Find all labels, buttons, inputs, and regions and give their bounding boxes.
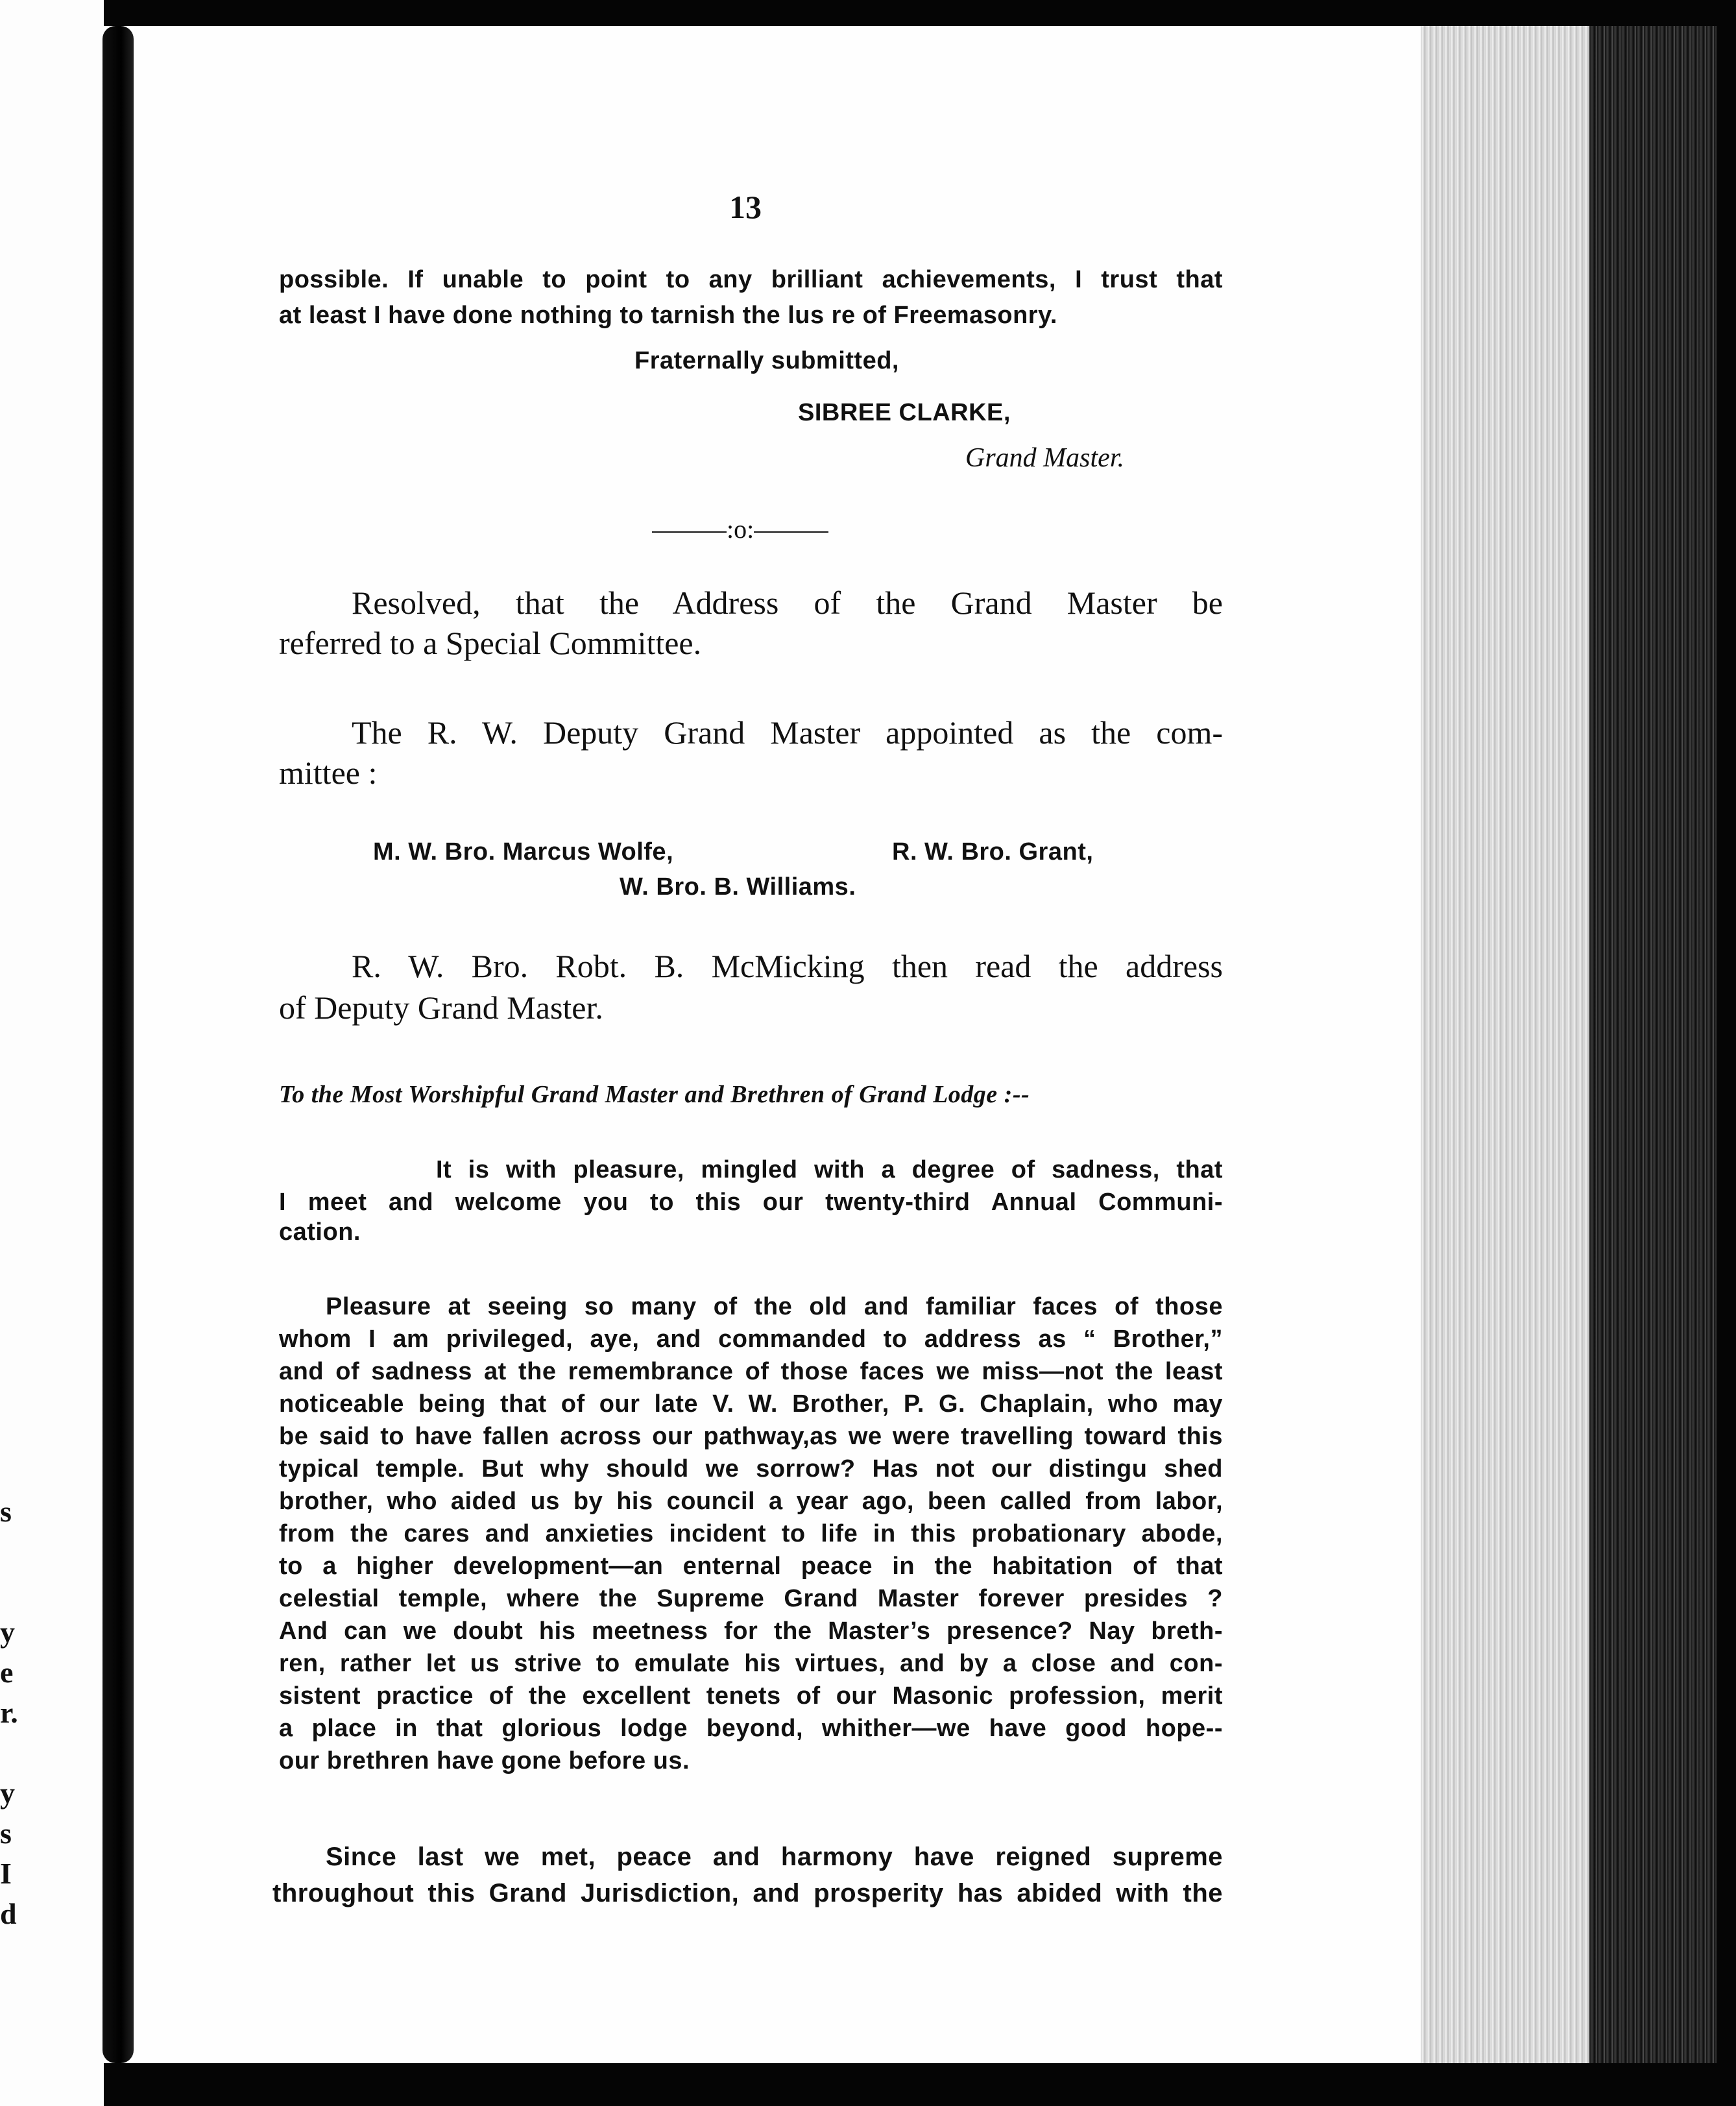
paragraph-2-line: sistent practice of the excellent tenets of our Masonic profession, merit: [279, 1682, 1223, 1710]
committee-member: R. W. Bro. Grant,: [892, 838, 1094, 865]
fragment: y: [0, 1776, 15, 1809]
fragment: d: [0, 1897, 17, 1930]
paragraph-2-line: our brethren have gone before us.: [279, 1747, 690, 1774]
paragraph-3-line: Since last we met, peace and harmony have reigned supreme: [326, 1843, 1223, 1871]
scan-bottom-border: [0, 2063, 1736, 2106]
page-stack-edge: [1421, 26, 1589, 2063]
closing-line: possible. If unable to point to any brilliant achievements, I trust that: [279, 266, 1223, 293]
paragraph-2-line: brother, who aided us by his council a year ago, been called from labor,: [279, 1488, 1223, 1515]
address-heading: To the Most Worshipful Grand Master and Brethren of Grand Lodge :--: [279, 1081, 1030, 1108]
paragraph-2-line: from the cares and anxieties incident to life in this probationary abode,: [279, 1520, 1223, 1547]
separator-rule: [754, 531, 828, 533]
paragraph-2-line: typical temple. But why should we sorrow? Has not our distingu shed: [279, 1455, 1223, 1483]
fragment: s: [0, 1495, 12, 1528]
separator-mark: :o:: [727, 514, 754, 544]
signoff-name: SIBREE CLARKE,: [798, 399, 1011, 426]
resolution-line: referred to a Special Committee.: [279, 625, 702, 661]
paragraph-2-line: noticeable being that of our late V. W. Brother, P. G. Chaplain, who may: [279, 1390, 1223, 1418]
fragment: [0, 1734, 26, 1774]
paragraph-1-line: I meet and welcome you to this our twenty-third Annual Communi-: [279, 1189, 1223, 1216]
read-address-line: of Deputy Grand Master.: [279, 989, 603, 1026]
paragraph-2-line: to a higher development—an enternal peace in the habitation of that: [279, 1553, 1223, 1580]
paragraph-2-line: and of sadness at the remembrance of those faces we miss—not the least: [279, 1358, 1223, 1385]
committee-intro-line: The R. W. Deputy Grand Master appointed as the com-: [352, 714, 1223, 751]
cover-edge: [1589, 26, 1717, 2063]
fragment: s: [0, 1817, 12, 1850]
paragraph-2-line: Pleasure at seeing so many of the old and familiar faces of those: [326, 1293, 1223, 1320]
scan-right-border: [1717, 0, 1736, 2106]
signoff-title: Grand Master.: [965, 443, 1125, 473]
fragment: y: [0, 1616, 15, 1649]
committee-member: W. Bro. B. Williams.: [620, 873, 856, 901]
paragraph-1-line: It is with pleasure, mingled with a degree of sadness, that: [436, 1156, 1223, 1183]
fragment: I: [0, 1857, 12, 1890]
committee-member: M. W. Bro. Marcus Wolfe,: [373, 838, 674, 865]
paragraph-2-line: And can we doubt his meetness for the Master’s presence? Nay breth-: [279, 1617, 1223, 1645]
paragraph-2-line: whom I am privileged, aye, and commanded to address as “ Brother,”: [279, 1325, 1223, 1353]
paragraph-2-line: celestial temple, where the Supreme Grand Master forever presides ?: [279, 1585, 1223, 1612]
signoff-salutation: Fraternally submitted,: [634, 347, 899, 374]
fragment: [0, 1573, 26, 1613]
separator-rule: [652, 531, 727, 533]
resolution-line: Resolved, that the Address of the Grand Master be: [352, 585, 1223, 621]
book-gutter: [102, 26, 134, 2063]
paragraph-2-line: ren, rather let us strive to emulate his virtues, and by a close and con-: [279, 1650, 1223, 1677]
paragraph-2-line: be said to have fallen across our pathway,as we were travelling toward this: [279, 1423, 1223, 1450]
paragraph-2-line: a place in that glorious lodge beyond, whither—we have good hope--: [279, 1715, 1223, 1742]
closing-line: at least I have done nothing to tarnish the lus re of Freemasonry.: [279, 302, 1057, 329]
paragraph-3-line: throughout this Grand Jurisdiction, and prosperity has abided with the: [272, 1879, 1223, 1907]
fragment: r.: [0, 1696, 18, 1729]
section-separator: [652, 514, 828, 544]
fragment: [0, 1532, 26, 1573]
facing-page-fragments: [0, 1492, 26, 1935]
read-address-line: R. W. Bro. Robt. B. McMicking then read the address: [352, 948, 1223, 984]
page-number: 13: [729, 189, 762, 225]
committee-intro-line: mittee :: [279, 755, 378, 791]
scan-top-border: [0, 0, 1736, 26]
fragment: e: [0, 1656, 14, 1689]
paragraph-1-line: cation.: [279, 1218, 361, 1246]
